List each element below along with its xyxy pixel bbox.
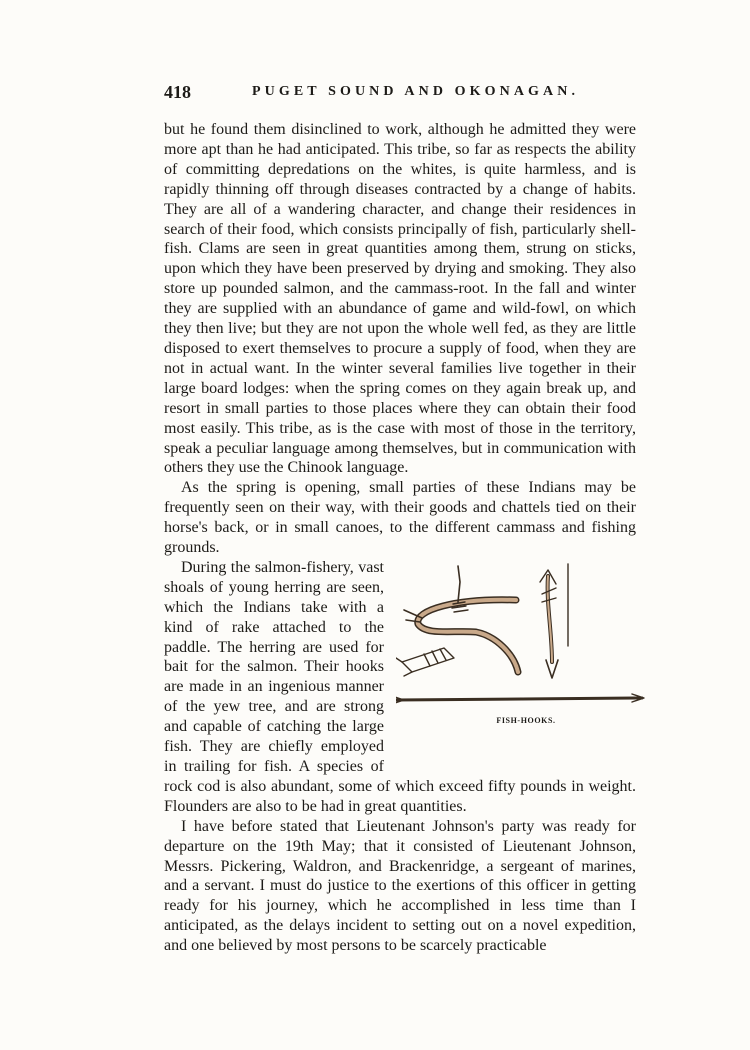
page-header	[164, 82, 634, 108]
fish-hooks-illustration	[396, 562, 646, 712]
hook-shaft	[396, 698, 642, 700]
body-text	[164, 120, 636, 956]
figure-caption: FISH-HOOKS.	[496, 715, 556, 725]
paragraph-4: I have before stated that Lieutenant Johnson's party was ready for departure on the 19th May; that it consisted of Lieutenant Johnson, Messrs. Pickering, Waldron, and Brackenridge, a sergeant of marines, and a servant. I must do justice to the exertions of this officer in getting ready for his journey, which he accomplished in less time than I anticipated, as the delays incident to setting out on a novel expedition, and one believed by most persons to be scarcely practicable	[164, 817, 636, 955]
running-head: PUGET SOUND AND OKONAGAN.	[252, 84, 580, 99]
page-number: 418	[164, 82, 191, 102]
hook-line	[458, 566, 460, 602]
paragraph-1: but he found them disinclined to work, although he admitted they were more apt than he had anticipated. This tribe, so far as respects the ability of committing depredations on the whites, is quite harmless, and is rapidly thinning off through diseases contracted by a change of habits. They are all of a wandering character, and change their residences in search of their food, which consists principally of fish, particularly shell-fish. Clams are seen in great quantities among them, strung on sticks, upon which they have been preserved by drying and smoking. They also store up pounded salmon, and the cammass-root. In the fall and winter they are supplied with an abundance of game and wild-fowl, on which they then live; but they are not upon the whole well fed, as they are little disposed to exert themselves to procure a supply of food, when they are not in actual want. In the winter several families live together in their large board lodges: when the spring comes on they again break up, and resort in small parties to those places where they can obtain their food most easily. This tribe, as is the case with most of those in the territory, speak a peculiar language among themselves, but in communication with others they use the Chinook language.	[164, 121, 636, 477]
fish-hooks-figure	[396, 562, 636, 760]
paragraph-2: As the spring is opening, small parties of these Indians may be frequently seen on their way, with their goods and chattels tied on their horse's back, or in small canoes, to the different cammass and fishing grounds.	[164, 479, 636, 557]
paragraph-3	[164, 558, 636, 817]
paragraph-3-text: During the salmon-fishery, vast shoals of young herring are seen, which the Indians take with a kind of rake attached to the paddle. The herring are used for bait for the salmon. Their hooks are made in an ingenious manner of the yew tree, and are strong and capable of catching the large fish. They are chiefly employed in trailing for fish. A species of rock cod is also abundant, some of which exceed fifty pounds in weight. Flounders are also to be had in great quantities.	[164, 558, 636, 815]
